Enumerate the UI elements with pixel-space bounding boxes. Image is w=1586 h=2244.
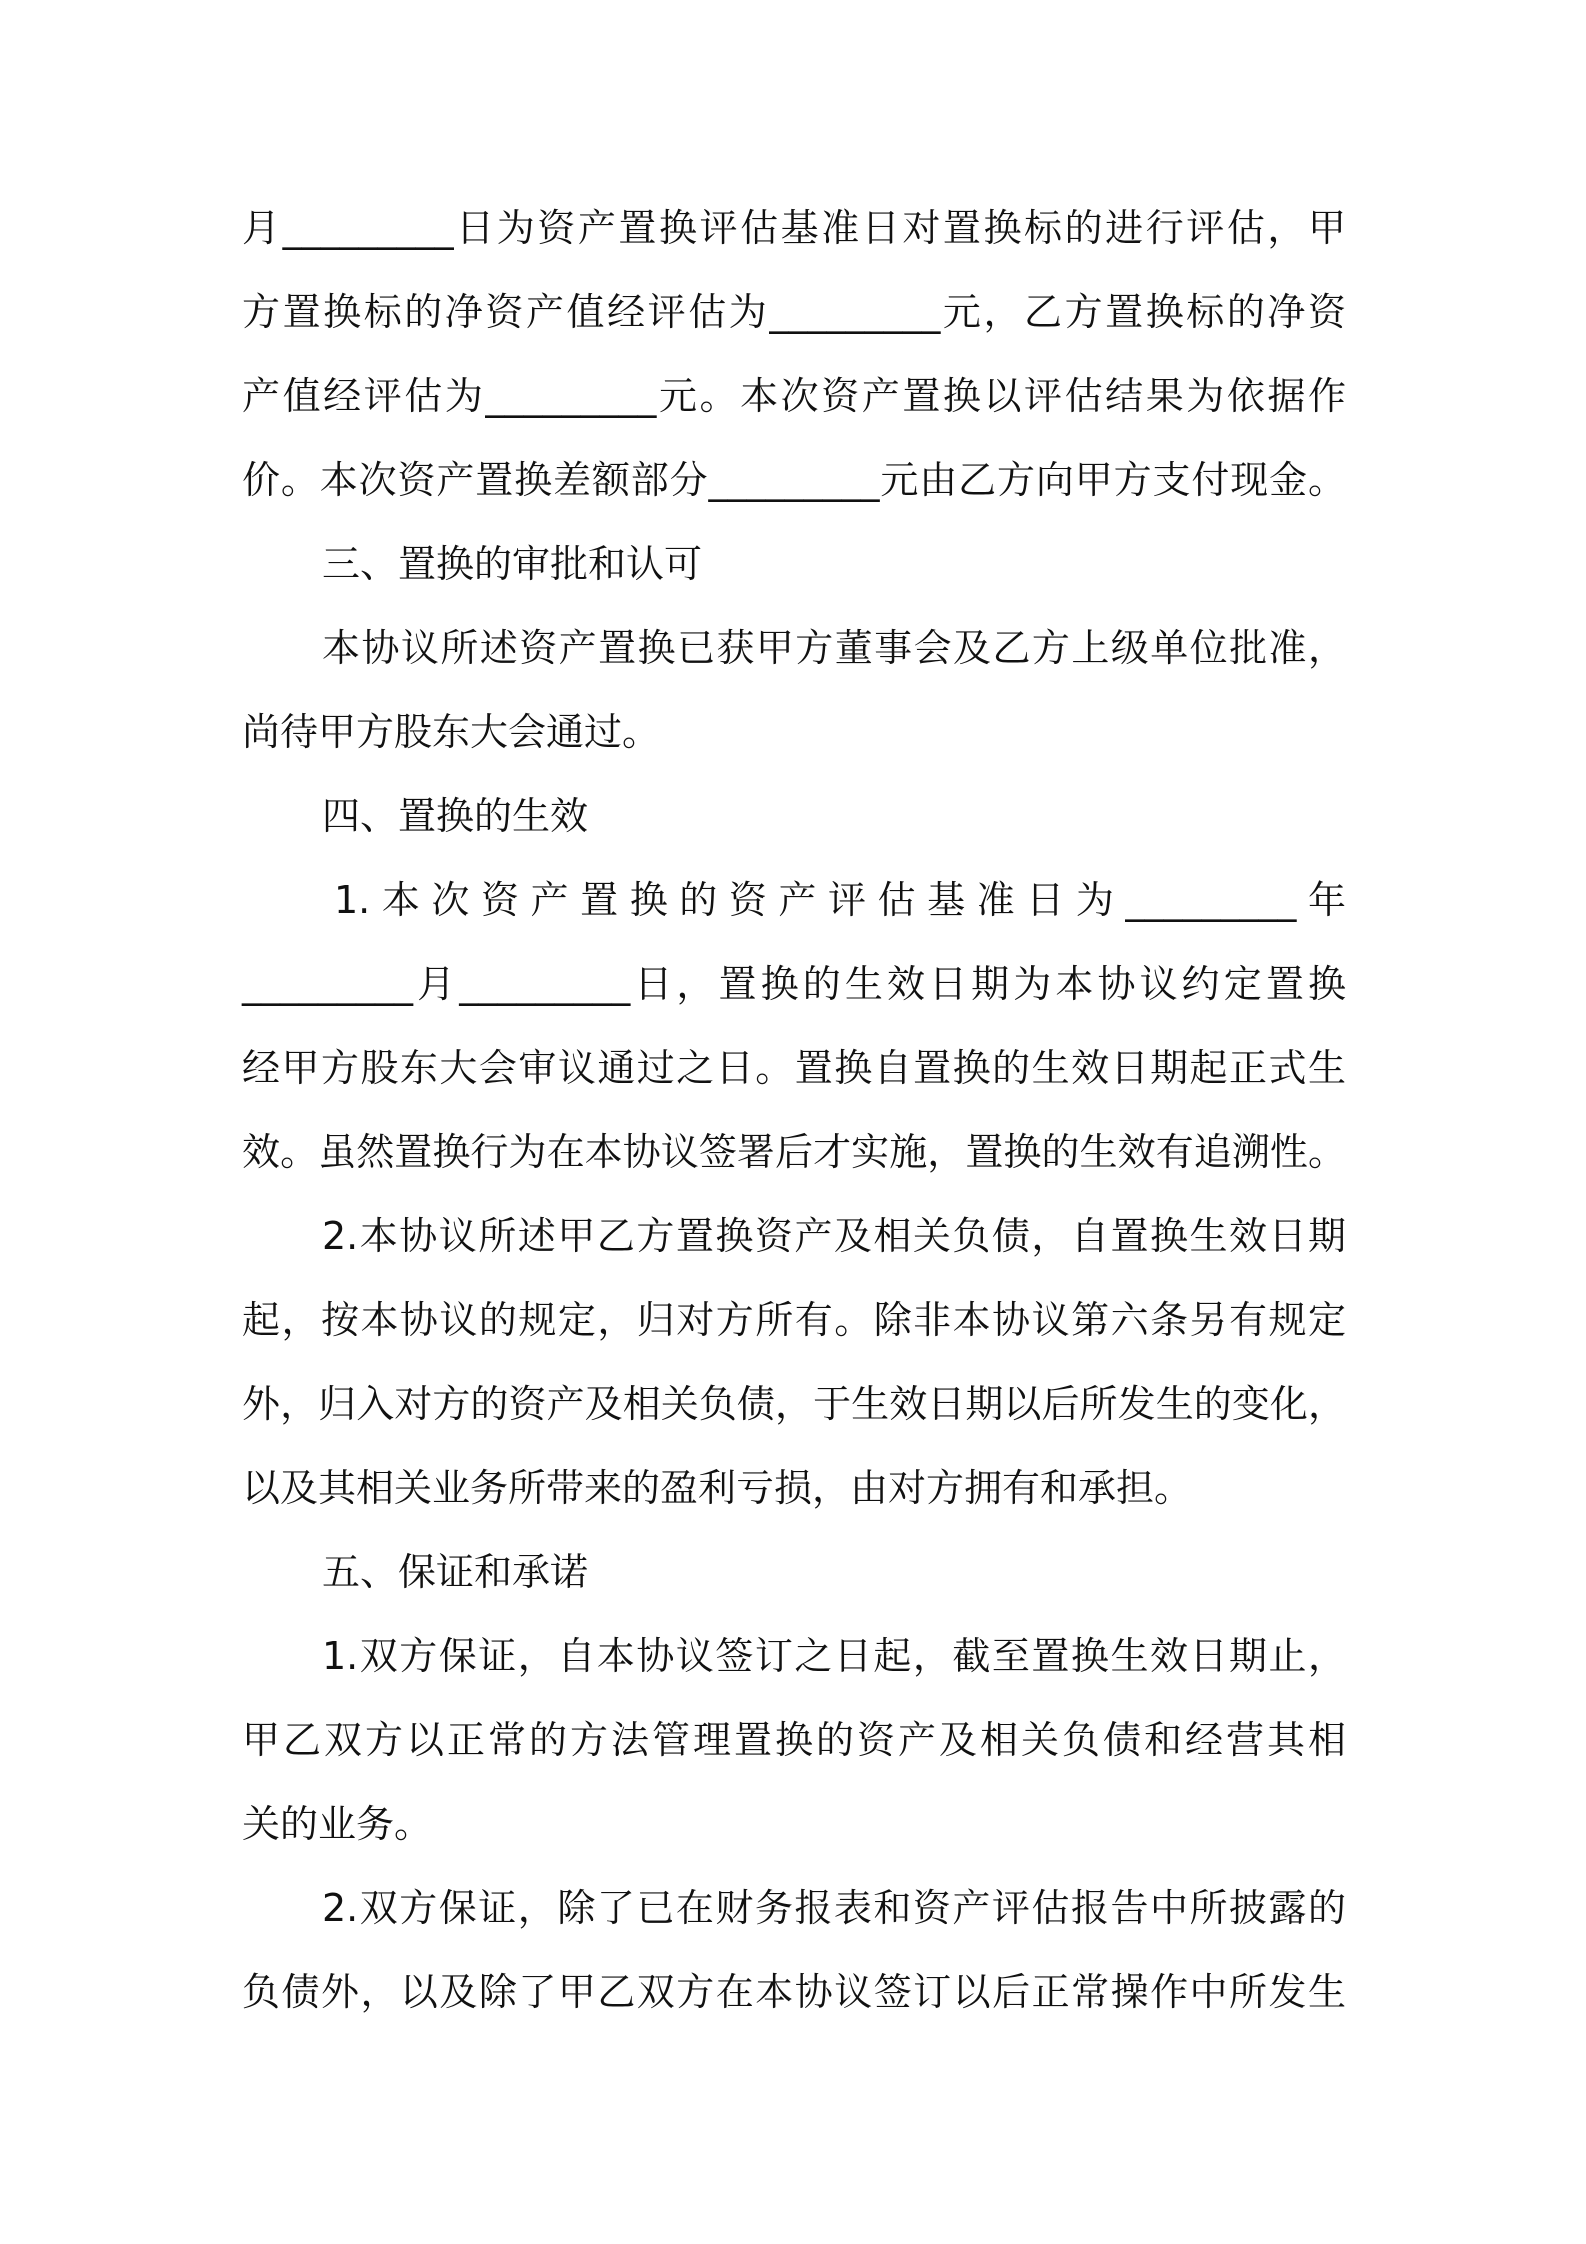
section-heading: 四、置换的生效	[322, 794, 589, 838]
paragraph-line: 外，归入对方的资产及相关负债，于生效日期以后所发生的变化，	[242, 1382, 1346, 1426]
paragraph-line: 起，按本协议的规定，归对方所有。除非本协议第六条另有规定	[242, 1298, 1346, 1342]
section-heading: 三、置换的审批和认可	[322, 542, 703, 586]
paragraph-line: 甲乙双方以正常的方法管理置换的资产及相关负债和经营其相	[242, 1718, 1346, 1762]
section-heading: 五、保证和承诺	[322, 1550, 589, 1594]
paragraph-line: 关的业务。	[242, 1802, 433, 1846]
paragraph-line: 负债外，以及除了甲乙双方在本协议签订以后正常操作中所发生	[242, 1970, 1346, 2014]
paragraph-line: 效。虽然置换行为在本协议签署后才实施，置换的生效有追溯性。	[242, 1130, 1346, 1174]
paragraph-line: 2.本协议所述甲乙方置换资产及相关负债，自置换生效日期	[322, 1214, 1346, 1258]
paragraph-line: 本协议所述资产置换已获甲方董事会及乙方上级单位批准，	[322, 626, 1346, 670]
paragraph-line: 以及其相关业务所带来的盈利亏损，由对方拥有和承担。	[242, 1466, 1193, 1510]
paragraph-line: _________月_________日，置换的生效日期为本协议约定置换	[242, 962, 1346, 1006]
paragraph-line: 价。本次资产置换差额部分_________元由乙方向甲方支付现金。	[242, 458, 1346, 502]
paragraph-line: 2.双方保证，除了已在财务报表和资产评估报告中所披露的	[322, 1886, 1346, 1930]
paragraph-line: 产值经评估为_________元。本次资产置换以评估结果为依据作	[242, 374, 1346, 418]
paragraph-line: 方置换标的净资产值经评估为_________元，乙方置换标的净资	[242, 290, 1346, 334]
paragraph-line: 尚待甲方股东大会通过。	[242, 710, 661, 754]
paragraph-line: 经甲方股东大会审议通过之日。置换自置换的生效日期起正式生	[242, 1046, 1346, 1090]
paragraph-line: 1.本次资产置换的资产评估基准日为_________年	[334, 878, 1346, 922]
paragraph-line: 1.双方保证，自本协议签订之日起，截至置换生效日期止，	[322, 1634, 1346, 1678]
paragraph-line: 月_________日为资产置换评估基准日对置换标的进行评估，甲	[242, 206, 1346, 250]
